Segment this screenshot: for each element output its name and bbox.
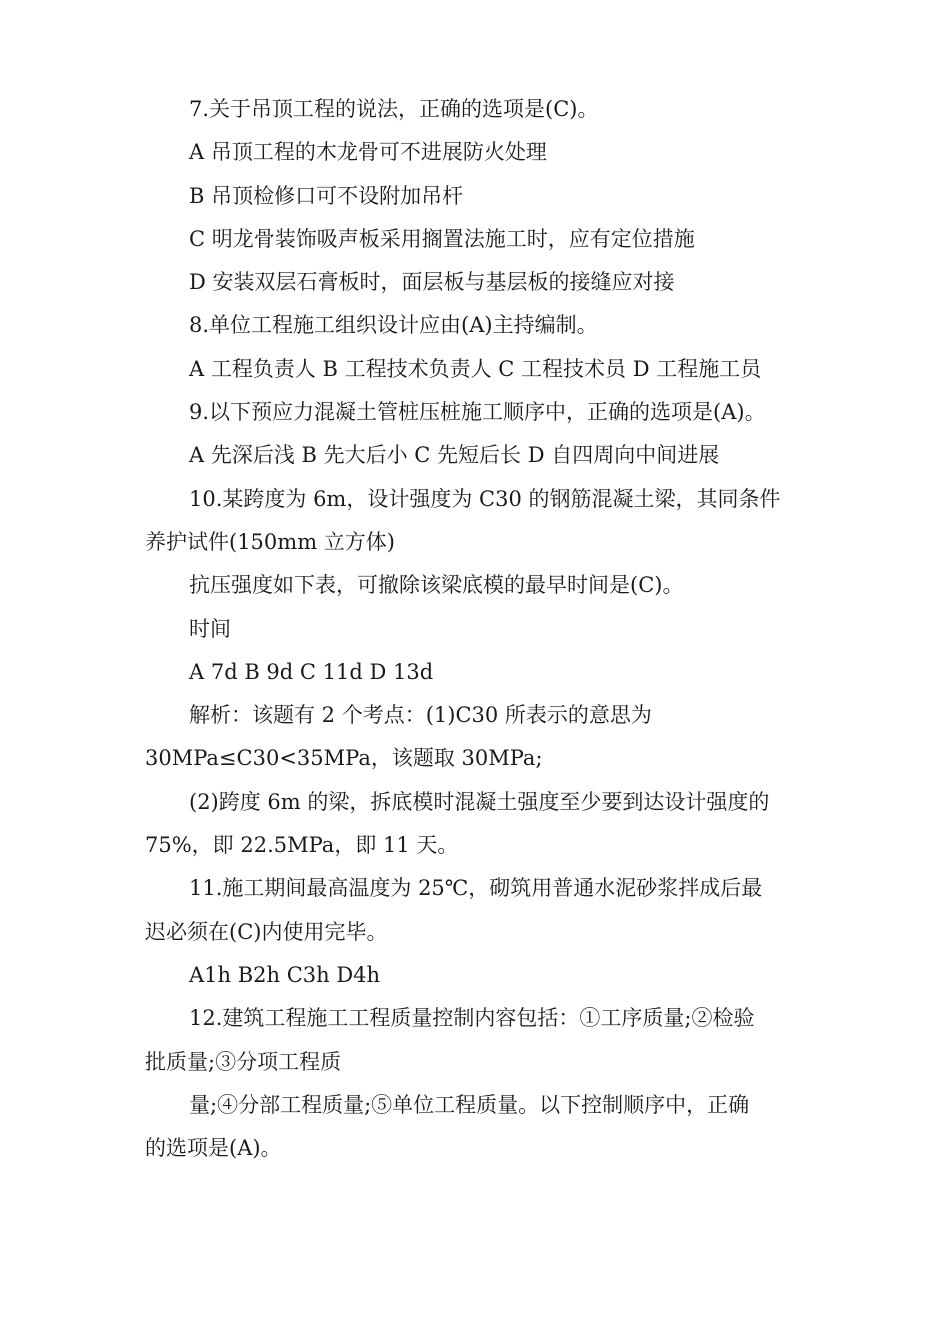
question-8-stem: 8.单位工程施工组织设计应由(A)主持编制。 — [189, 313, 598, 338]
question-11-stem-line-1: 11.施工期间最高温度为 25℃，砌筑用普通水泥砂浆拌成后最 — [189, 876, 763, 901]
question-10-stem-line-3: 抗压强度如下表，可撤除该梁底模的最早时间是(C)。 — [189, 573, 684, 598]
question-9-stem: 9.以下预应力混凝土管桩压桩施工顺序中，正确的选项是(A)。 — [189, 400, 766, 425]
question-10-table-label: 时间 — [189, 616, 231, 641]
document-body — [145, 88, 805, 1170]
question-10-analysis-line-2: 30MPa≤C30<35MPa，该题取 30MPa; — [145, 746, 543, 771]
question-11-stem-line-2: 迟必须在(C)内使用完毕。 — [145, 919, 388, 944]
question-10-stem-line-2: 养护试件(150mm 立方体) — [145, 529, 395, 554]
question-7-option-c: C 明龙骨装饰吸声板采用搁置法施工时，应有定位措施 — [189, 226, 695, 251]
question-9-options: A 先深后浅 B 先大后小 C 先短后长 D 自四周向中间进展 — [189, 443, 720, 468]
question-8-options: A 工程负责人 B 工程技术负责人 C 工程技术员 D 工程施工员 — [189, 356, 762, 381]
question-12-stem-line-4: 的选项是(A)。 — [145, 1136, 282, 1161]
question-12-stem-line-2: 批质量;③分项工程质 — [145, 1049, 342, 1074]
question-12-stem-line-3: 量;④分部工程质量;⑤单位工程质量。以下控制顺序中，正确 — [189, 1092, 750, 1117]
question-10-analysis-line-4: 75%，即 22.5MPa，即 11 天。 — [145, 833, 459, 858]
question-7-option-d: D 安装双层石膏板时，面层板与基层板的接缝应对接 — [189, 270, 675, 295]
question-10-analysis-line-3: (2)跨度 6m 的梁，拆底模时混凝土强度至少要到达设计强度的 — [189, 789, 770, 814]
question-10-analysis-line-1: 解析：该题有 2 个考点：(1)C30 所表示的意思为 — [189, 703, 652, 728]
question-12-stem-line-1: 12.建筑工程施工工程质量控制内容包括：①工序质量;②检验 — [189, 1006, 755, 1031]
question-10-stem-line-1: 10.某跨度为 6m，设计强度为 C30 的钢筋混凝土梁，其同条件 — [189, 486, 781, 511]
question-7-option-b: B 吊顶检修口可不设附加吊杆 — [189, 183, 464, 208]
question-7-stem: 7.关于吊顶工程的说法，正确的选项是(C)。 — [189, 97, 599, 121]
question-7-option-a: A 吊顶工程的木龙骨可不进展防火处理 — [189, 140, 547, 165]
question-10-options: A 7d B 9d C 11d D 13d — [189, 659, 434, 684]
question-11-options: A1h B2h C3h D4h — [189, 962, 381, 987]
